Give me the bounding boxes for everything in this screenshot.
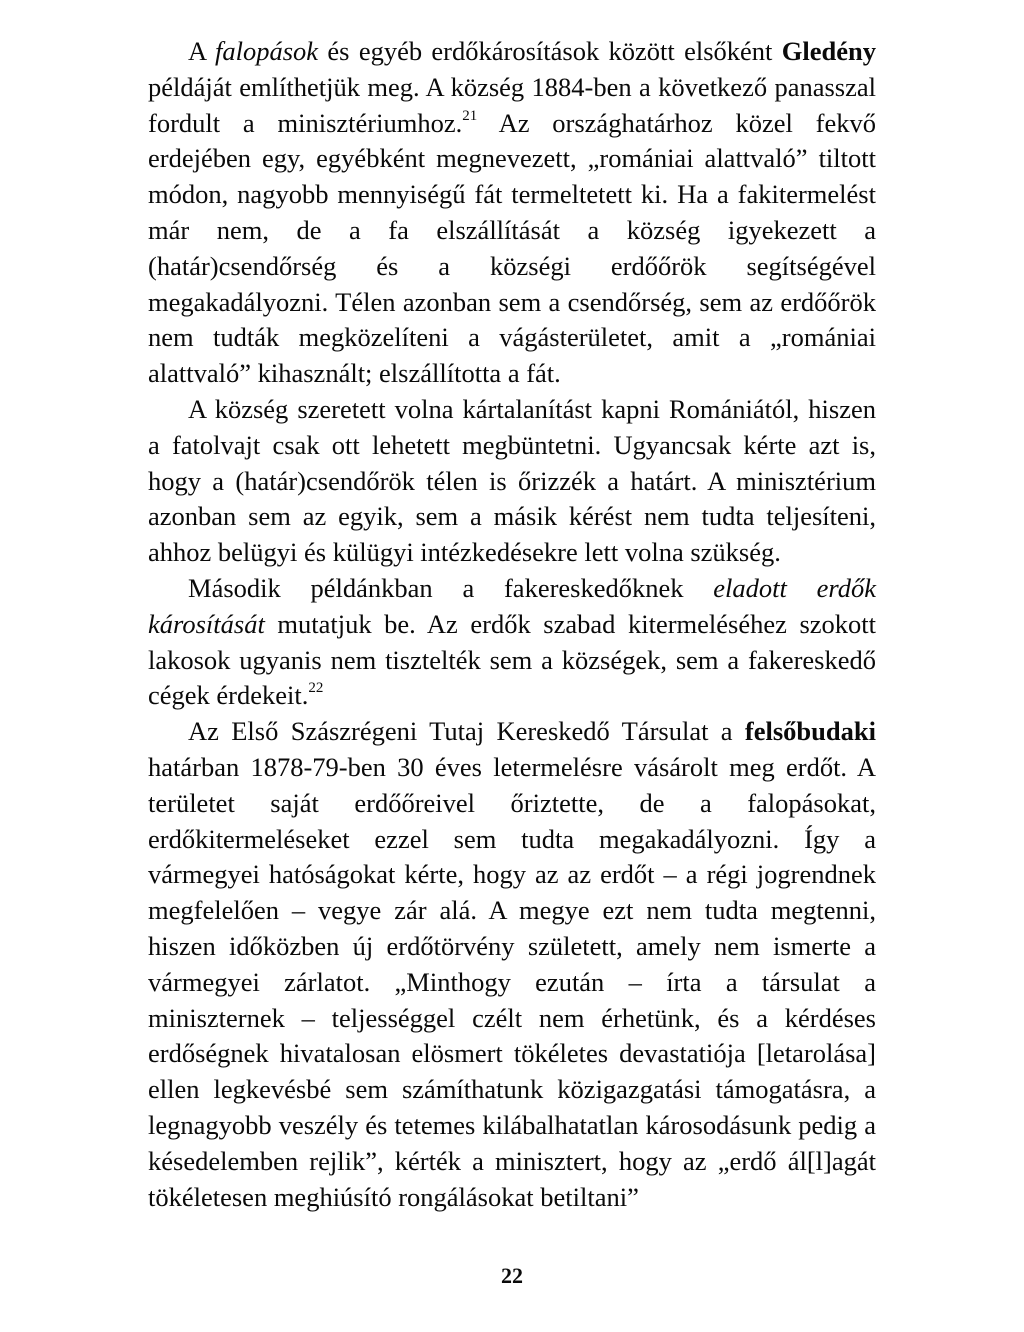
document-page [148, 34, 876, 1215]
text-run: példáját említhetjük meg. A község 1884-ben a következő panasszal fordult a minisztériumhoz. [148, 71, 876, 138]
text-run: mutatjuk be. Az erdők szabad kitermeléséhez szokott lakosok ugyanis nem tisztelték sem a községek, sem a fakereskedő cégek érdekeit. [148, 608, 876, 711]
bold-text: Gledény [781, 36, 876, 66]
text-run: határban 1878-79-ben 30 éves letermelésre vásárolt meg erdőt. A területet saját erdőőreivel őriztette, de a falopásokat, erdőkitermeléseket ezzel sem tudta megakadályozni. Így a vármegyei hatóságokat kérte, hogy az az erdőt – a régi jogrendnek megfelelően – vegye zár alá. A megye ezt nem tudta megtenni, hiszen időközben új erdőtörvény született, amely nem ismerte a vármegyei zárlatot. „Minthogy ezután – írta a társulat a miniszternek – teljességgel czélt nem érhetünk, és a kérdéses erdőségnek hivatalosan elösmert tökéletes devastatiója [letarolása] ellen legkevésbé sem számíthatunk közigazgatási támogatásra, a legnagyobb veszély és tetemes kilábalhatatlan károsodásunk pedig a késedelemben rejlik”, kérték a minisztert, hogy az „erdő ál[l]agát tökéletesen meghiúsító rongálásokat betiltani” [148, 751, 876, 1212]
text-run: Második példánkban a fakereskedőknek [188, 572, 714, 603]
paragraph [148, 714, 876, 1215]
document-body [148, 34, 876, 1215]
paragraph [148, 34, 876, 392]
page-number: 22 [501, 1263, 523, 1288]
bold-text: felsőbudaki [744, 716, 876, 747]
paragraph [148, 392, 876, 571]
text-run: A [188, 36, 216, 66]
text-run: Az Első Szászrégeni Tutaj Kereskedő Társulat a [188, 716, 745, 747]
text-run: A község szeretett volna kártalanítást kapni Romániától, hiszen a fatolvajt csak ott lehetett megbüntetni. Ugyancsak kérte azt is, hogy a (határ)csendőrök télen is őrizzék a határt. A minisztérium azonban sem az egyik, sem a másik kérést nem tudta teljesíteni, ahhoz belügyi és külügyi intézkedésekre lett volna szükség. [148, 393, 876, 568]
italic-text: eladott erdők károsítását [148, 572, 877, 639]
paragraph [148, 571, 876, 714]
footnote-ref: 22 [308, 680, 324, 697]
italic-text: falopások [215, 36, 319, 66]
text-run: és egyéb erdőkárosítások között elsőként [318, 36, 782, 66]
footnote-ref: 21 [462, 107, 478, 124]
text-run: Az országhatárhoz közel fekvő erdejében egy, egyébként megnevezett, „romániai alattvaló” tiltott módon, nagyobb mennyiségű fát termeltetett ki. Ha a fakitermelést már nem, de a fa elszállítását a község igyekezett a (határ)csendőrség és a községi erdőőrök segítségével megakadályozni. Télen azonban sem a csendőrség, sem az erdőőrök nem tudták megközelíteni a vágásterületet, amit a „romániai alattvaló” kihasznált; elszállította a fát. [148, 107, 876, 389]
